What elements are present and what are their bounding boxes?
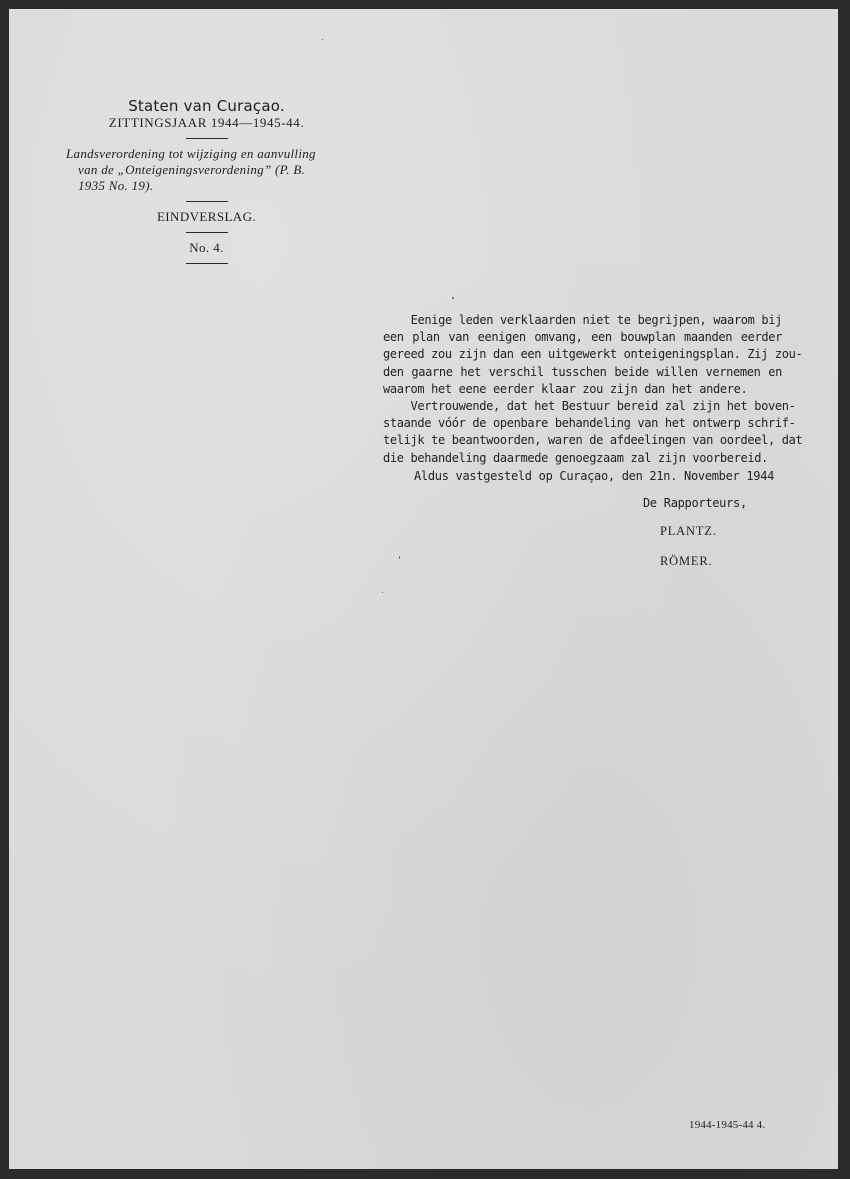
header-divider [186, 232, 228, 233]
body-line: gereed zou zijn dan een uitgewerkt onteigeningsplan. Zij zou- [383, 347, 803, 362]
place-and-date: Aldus vastgesteld op Curaçao, den 21n. November 1944 [414, 469, 775, 483]
document-page [9, 9, 838, 1169]
body-line: den gaarne het verschil tusschen beide willen vernemen en [383, 364, 782, 379]
body-line: staande vóór de openbare behandeling van het ontwerp schrif- [383, 416, 796, 431]
closing-block [414, 469, 784, 568]
subject-line: Landsverordening tot wijziging en aanvulling [66, 146, 316, 161]
document-header [54, 97, 359, 271]
subject-line: van de „Onteigeningsverordening” (P. B. [78, 162, 306, 177]
paper-speck [399, 556, 400, 559]
body-line: waarom het eene eerder klaar zou zijn dan het andere. [383, 381, 748, 396]
header-divider [186, 201, 228, 202]
header-divider [186, 263, 228, 264]
subject-line: 1935 No. 19). [78, 178, 154, 193]
body-line: telijk te beantwoorden, waren de afdeelingen van oordeel, dat [383, 433, 803, 448]
assembly-title: Staten van Curaçao. [128, 97, 285, 115]
paper-speck [452, 297, 454, 299]
body-line: Vertrouwende, dat het Bestuur bereid zal zijn het boven- [383, 399, 796, 414]
session-year: ZITTINGSJAAR 1944—1945-44. [108, 115, 305, 130]
paper-speck [322, 39, 323, 40]
body-line: Eenige leden verklaarden niet te begrijpen, waarom bij [383, 313, 782, 327]
report-number: No. 4. [189, 240, 224, 255]
paper-speck [382, 592, 383, 593]
report-body [383, 312, 803, 467]
header-divider [186, 138, 228, 139]
signatory-name: PLANTZ. [660, 524, 717, 538]
ordinance-subject [54, 146, 359, 194]
document-code: 1944-1945-44 4. [689, 1119, 766, 1131]
body-line: die behandeling daarmede genoegzaam zal zijn voorbereid. [383, 450, 768, 465]
body-line: een plan van eenigen omvang, een bouwplan maanden eerder [383, 330, 782, 345]
rapporteurs-label: De Rapporteurs, [643, 496, 747, 510]
report-type: EINDVERSLAG. [156, 209, 257, 224]
signatory-name: RÖMER. [660, 554, 713, 568]
